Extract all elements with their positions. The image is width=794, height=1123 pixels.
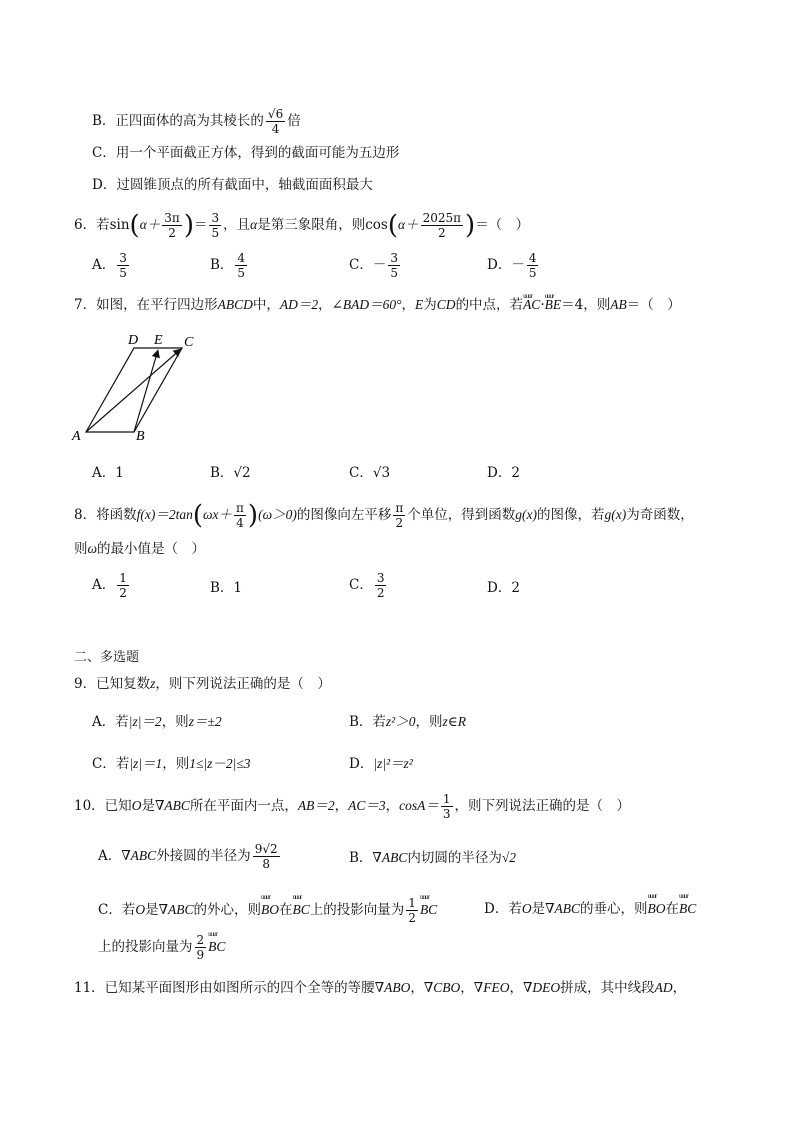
q10-option-d: D．若O是∇ABC的垂心，则uuur BO在uuur BC: [484, 897, 696, 917]
q6-option-a: A． $\frac{3}{5}$: [92, 251, 127, 280]
q6-stem: 6．若sin(α＋ $\frac{3\pi}{2}$ )＝ $\frac{3}{5}$ ，且α是第三象限角，则cos(α＋ $\frac{2025\pi}{2}$ )＝（ ）: [74, 210, 530, 241]
q5-option-b: [92, 108, 301, 135]
q8-option-b: B．1: [210, 580, 243, 596]
q8-option-d: D．2: [487, 580, 520, 596]
q10-option-a: A．∇ABC外接圆的半径为 $\frac{9√2}{8}$: [98, 842, 278, 871]
q8-option-c: C． $\frac{3}{2}$: [349, 571, 385, 600]
q10-option-b: B．∇ABC内切圆的半径为√2: [349, 850, 517, 866]
q9-stem: 9．已知复数z，则下列说法正确的是（ ）: [74, 676, 331, 692]
q8-stem: 8．将函数f(x)＝2tan(ωx＋ $\frac{\pi}{4}$ )(ω＞0)的图像向左平移 $\frac{\pi}{2}$ 个单位，得到函数g(x)的图像，若g(x)为奇函数，: [74, 500, 694, 531]
label-b: B: [136, 429, 145, 444]
q5-b-text: B．正四面体的高为其棱长的: [92, 113, 264, 129]
q5-option-c: C．用一个平面截正方体，得到的截面可能为五边形: [92, 145, 400, 161]
q6-option-b: B． $\frac{4}{5}$: [210, 251, 246, 280]
q9-option-d: D．|z|²＝z²: [349, 756, 413, 772]
q10-stem: 10．已知O是∇ABC所在平面内一点，AB＝2，AC＝3，cosA＝ $\frac{1}{3}$ ，则下列说法正确的是（ ）: [74, 792, 631, 821]
label-e: E: [154, 333, 163, 348]
q9-option-c: C．若|z|＝1，则1≤|z－2|≤3: [92, 756, 251, 772]
section-heading-multiple-choice: 二、多选题: [74, 650, 140, 665]
q6-option-c: C．－ $\frac{3}{5}$: [349, 251, 398, 280]
q7-option-a: A．1: [92, 465, 124, 481]
q7-option-c: C．√3: [349, 465, 391, 481]
q10-option-c: C．若O是∇ABC的外心，则uuur BO在uuur BC上的投影向量为 $\frac{1}{2}$ uuur BC: [98, 897, 437, 924]
q7-option-d: D．2: [487, 465, 520, 481]
q8-option-a: A． $\frac{1}{2}$: [92, 571, 127, 600]
q7-option-b: B．√2: [210, 465, 251, 481]
q5-b-fraction: $\frac{√6}{4}$: [267, 107, 284, 136]
vector-ac: [86, 349, 181, 432]
vector-be: [134, 350, 158, 432]
label-a: A: [72, 429, 81, 444]
label-c: C: [184, 335, 194, 350]
q9-option-b: B．若z²＞0，则z∈R: [349, 714, 466, 730]
q6-option-d: D．－ $\frac{4}{5}$: [487, 251, 537, 280]
label-d: D: [128, 333, 139, 348]
q11-stem: 11．已知某平面图形由如图所示的四个全等的等腰∇ABO，∇CBO，∇FEO，∇DEO拼成，其中线段AD，: [74, 980, 687, 996]
q5-option-d: D．过圆锥顶点的所有截面中，轴截面面积最大: [92, 177, 373, 193]
q7-parallelogram-figure: [68, 328, 208, 448]
q7-stem: 7．如图，在平行四边形ABCD中，AD＝2，∠BAD＝60°，E为CD的中点，若uuur AC·uuur BE＝4，则AB＝（ ）: [74, 295, 681, 315]
q10-option-d-continued: 上的投影向量为 $\frac{2}{9}$ uuur BC: [98, 934, 225, 961]
q8-stem-line2: 则ω的最小值是（ ）: [74, 541, 206, 557]
q5-b-suffix: 倍: [287, 113, 301, 129]
q9-option-a: A．若|z|＝2，则z＝±2: [92, 714, 222, 730]
